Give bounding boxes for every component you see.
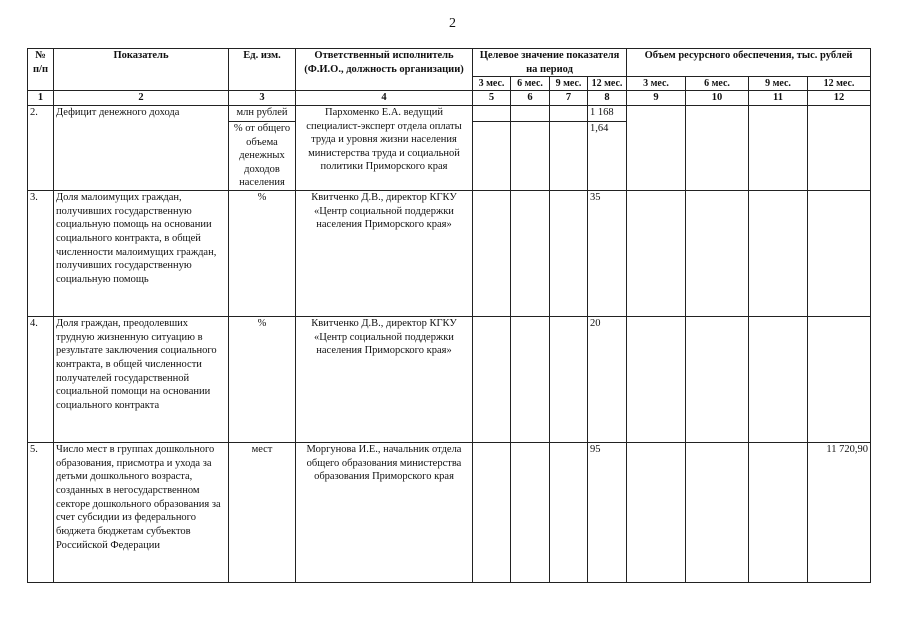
header-responsible: Ответственный исполнитель (Ф.И.О., должность организации) <box>296 49 473 91</box>
cell-target-9m <box>550 121 588 190</box>
header-num: № п/п <box>28 49 54 91</box>
column-number: 10 <box>686 91 749 106</box>
row-unit: % <box>229 317 296 443</box>
cell-target-12m: 20 <box>588 317 627 443</box>
cell-target-6m <box>511 317 550 443</box>
cell-target-3m <box>473 191 511 317</box>
cell-target-3m <box>473 317 511 443</box>
cell-res-6m <box>686 191 749 317</box>
row-indicator: Число мест в группах дошкольного образования, присмотра и ухода за детьми дошкольного возраста, созданных в негосударственном секторе дошкольного образования за счет субсидии из федерального бюджета бюджетам субъектов Российской Федерации <box>54 443 229 583</box>
cell-res-12m <box>808 317 871 443</box>
row-unit: % <box>229 191 296 317</box>
header-resources: Объем ресурсного обеспечения, тыс. рублей <box>627 49 871 77</box>
cell-res-12m <box>808 191 871 317</box>
header-res-9m: 9 мес. <box>749 77 808 91</box>
header-target-12m: 12 мес. <box>588 77 627 91</box>
cell-target-12m: 1,64 <box>588 121 627 190</box>
header-target-9m: 9 мес. <box>550 77 588 91</box>
header-target: Целевое значение показателя на период <box>473 49 627 77</box>
header-indicator: Показатель <box>54 49 229 91</box>
cell-target-9m <box>550 105 588 121</box>
row-unit: млн рублей <box>229 105 296 121</box>
column-number: 12 <box>808 91 871 106</box>
column-number: 7 <box>550 91 588 106</box>
cell-target-9m <box>550 191 588 317</box>
cell-res-3m <box>627 191 686 317</box>
cell-res-6m <box>686 443 749 583</box>
cell-target-9m <box>550 443 588 583</box>
row-responsible: Квитченко Д.В., директор КГКУ «Центр социальной поддержки населения Приморского края» <box>296 191 473 317</box>
header-res-3m: 3 мес. <box>627 77 686 91</box>
column-number: 2 <box>54 91 229 106</box>
cell-res-12m: 11 720,90 <box>808 443 871 583</box>
cell-res-3m <box>627 317 686 443</box>
cell-target-12m: 1 168 <box>588 105 627 121</box>
column-number: 5 <box>473 91 511 106</box>
column-number: 6 <box>511 91 550 106</box>
cell-target-6m <box>511 105 550 121</box>
row-responsible: Пархоменко Е.А. ведущий специалист-эксперт отдела оплаты труда и уровня жизни населения министерства труда и социальной политики Приморского края <box>296 105 473 190</box>
cell-res-9m <box>749 317 808 443</box>
cell-res-9m <box>749 105 808 190</box>
cell-res-12m <box>808 105 871 190</box>
row-number: 5. <box>28 443 54 583</box>
column-number: 3 <box>229 91 296 106</box>
row-unit: % от общего объема денежных доходов населения <box>229 121 296 190</box>
cell-target-6m <box>511 443 550 583</box>
row-responsible: Квитченко Д.В., директор КГКУ «Центр социальной поддержки населения Приморского края» <box>296 317 473 443</box>
column-number: 4 <box>296 91 473 106</box>
row-number: 2. <box>28 105 54 190</box>
row-number: 3. <box>28 191 54 317</box>
table-row <box>28 191 871 317</box>
cell-target-6m <box>511 191 550 317</box>
cell-target-3m <box>473 443 511 583</box>
header-unit: Ед. изм. <box>229 49 296 91</box>
cell-target-3m <box>473 105 511 121</box>
column-number: 8 <box>588 91 627 106</box>
column-number: 9 <box>627 91 686 106</box>
row-number: 4. <box>28 317 54 443</box>
header-target-6m: 6 мес. <box>511 77 550 91</box>
cell-target-12m: 95 <box>588 443 627 583</box>
row-indicator: Доля малоимущих граждан, получивших государственную социальную помощь на основании социального контракта, в общей численности малоимущих граждан, получивших государственную социальную помощь <box>54 191 229 317</box>
cell-res-9m <box>749 443 808 583</box>
cell-target-6m <box>511 121 550 190</box>
page-number: 2 <box>449 16 456 31</box>
column-number: 1 <box>28 91 54 106</box>
cell-target-3m <box>473 121 511 190</box>
table-row <box>28 443 871 583</box>
cell-res-6m <box>686 317 749 443</box>
indicators-table <box>27 48 871 583</box>
header-res-12m: 12 мес. <box>808 77 871 91</box>
cell-res-6m <box>686 105 749 190</box>
row-indicator: Дефицит денежного дохода <box>54 105 229 190</box>
cell-res-3m <box>627 105 686 190</box>
cell-res-3m <box>627 443 686 583</box>
table-row <box>28 105 871 121</box>
row-unit: мест <box>229 443 296 583</box>
header-res-6m: 6 мес. <box>686 77 749 91</box>
column-number: 11 <box>749 91 808 106</box>
row-indicator: Доля граждан, преодолевших трудную жизненную ситуацию в результате заключения социального контракта, в общей численности получателей государственной социальной помощи на основании социального контракта <box>54 317 229 443</box>
table-row <box>28 317 871 443</box>
cell-target-9m <box>550 317 588 443</box>
header-target-3m: 3 мес. <box>473 77 511 91</box>
row-responsible: Моргунова И.Е., начальник отдела общего образования министерства образования Приморского края <box>296 443 473 583</box>
cell-res-9m <box>749 191 808 317</box>
cell-target-12m: 35 <box>588 191 627 317</box>
